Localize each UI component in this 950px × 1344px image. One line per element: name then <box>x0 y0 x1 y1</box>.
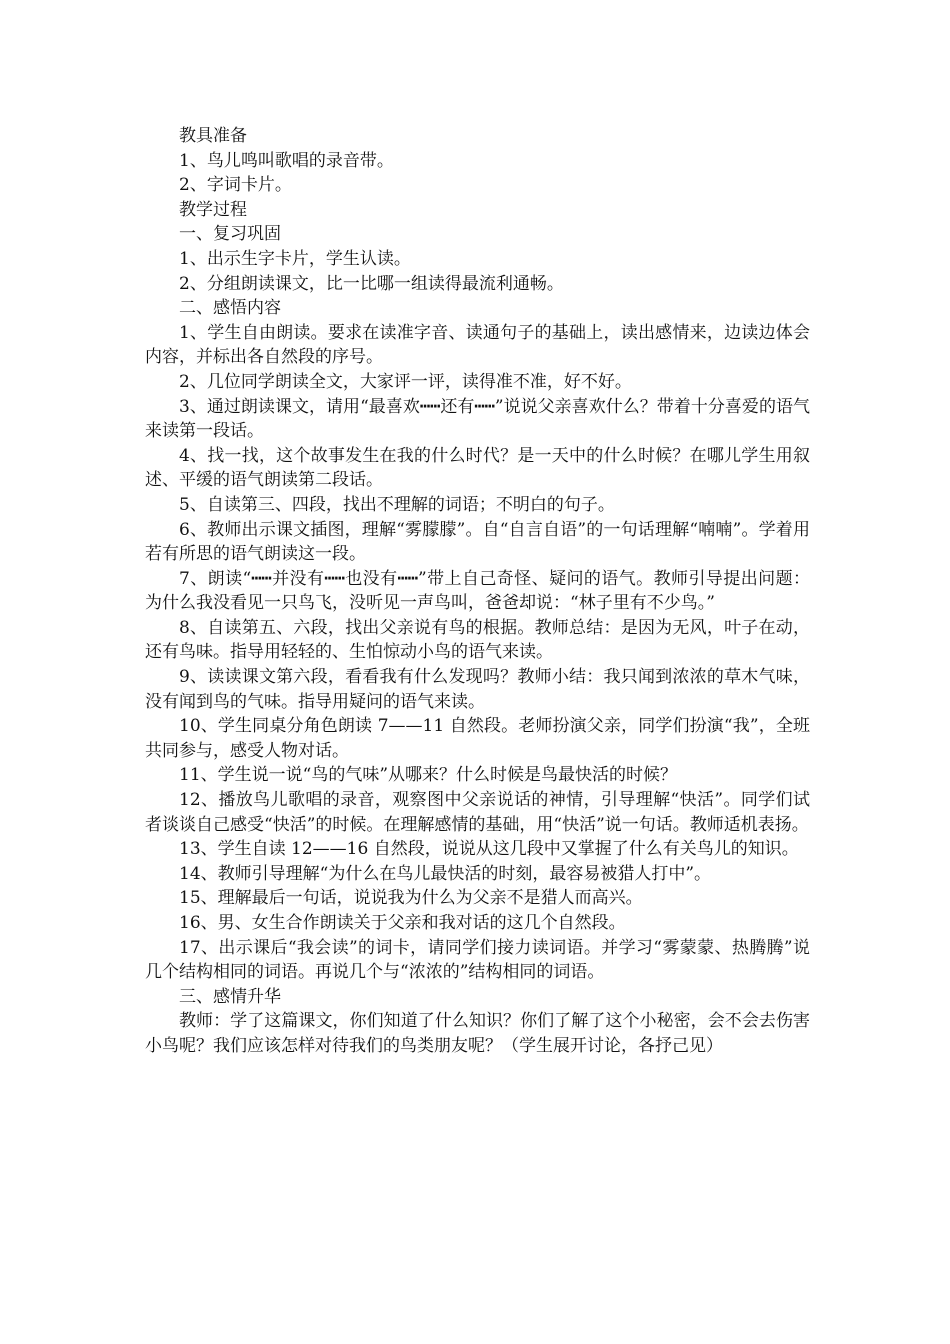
paragraph: 6、教师出示课文插图，理解“雾朦朦”。自“自言自语”的一句话理解“喃喃”。学着用若有所思的语气朗读这一段。 <box>145 519 810 565</box>
paragraph: 15、理解最后一句话，说说我为什么为父亲不是猎人而高兴。 <box>179 888 643 909</box>
paragraph: 1、鸟儿鸣叫歌唱的录音带。 <box>179 150 394 171</box>
paragraph: 11、学生说一说“鸟的气味”从哪来？什么时候是鸟最快活的时候？ <box>179 765 678 786</box>
section-heading-comprehension: 二、感悟内容 <box>179 298 281 319</box>
paragraph: 3、通过朗读课文，请用“最喜欢┅┅还有┅┅”说说父亲喜欢什么？带着十分喜爱的语气来读第一段话。 <box>145 396 810 442</box>
paragraph: 17、出示课后“我会读”的词卡，请同学们接力读词语。并学习“雾蒙蒙、热腾腾”说几个结构相同的词语。再说几个与“浓浓的”结构相同的词语。 <box>145 937 810 983</box>
heading-teaching-aids: 教具准备 <box>179 126 247 146</box>
paragraph: 5、自读第三、四段，找出不理解的词语；不明白的句子。 <box>179 494 615 515</box>
paragraph: 9、读读课文第六段，看看我有什么发现吗？教师小结：我只闻到浓浓的草木气味，没有闻到鸟的气味。指导用疑问的语气来读。 <box>145 667 810 712</box>
paragraph: 16、男、女生合作朗读关于父亲和我对话的这几个自然段。 <box>179 913 626 933</box>
paragraph: 1、学生自由朗读。要求在读准字音、读通句子的基础上，读出感情来，边读边体会内容，并标出各自然段的序号。 <box>145 322 810 368</box>
section-heading-review: 一、复习巩固 <box>179 224 281 245</box>
document-body <box>145 124 810 1059</box>
section-heading-sublimation: 三、感情升华 <box>179 986 281 1007</box>
paragraph: 2、几位同学朗读全文，大家评一评，读得准不准，好不好。 <box>179 371 632 392</box>
paragraph: 教师：学了这篇课文，你们知道了什么知识？你们了解了这个小秘密，会不会去伤害小鸟呢？我们应该怎样对待我们的鸟类朋友呢？（学生展开讨论，各抒己见） <box>145 1011 810 1056</box>
paragraph: 13、学生自读 12——16 自然段，说说从这几段中又掌握了什么有关鸟儿的知识。 <box>179 839 799 860</box>
paragraph: 7、朗读“┅┅并没有┅┅也没有┅┅”带上自己奇怪、疑问的语气。教师引导提出问题：为什么我没看见一只鸟飞，没听见一声鸟叫，爸爸却说：“林子里有不少鸟。” <box>145 568 810 614</box>
paragraph: 8、自读第五、六段，找出父亲说有鸟的根据。教师总结：是因为无风，叶子在动，还有鸟味。指导用轻轻的、生怕惊动小鸟的语气来读。 <box>145 617 810 663</box>
heading-teaching-process: 教学过程 <box>179 199 247 220</box>
paragraph: 1、出示生字卡片，学生认读。 <box>179 248 411 269</box>
paragraph: 2、分组朗读课文，比一比哪一组读得最流利通畅。 <box>179 273 564 294</box>
paragraph: 10、学生同桌分角色朗读 7——11 自然段。老师扮演父亲，同学们扮演“我”，全班共同参与，感受人物对话。 <box>145 716 810 761</box>
paragraph: 2、字词卡片。 <box>179 175 292 196</box>
paragraph: 4、找一找，这个故事发生在我的什么时代？是一天中的什么时候？在哪儿学生用叙述、平缓的语气朗读第二段话。 <box>145 445 810 491</box>
paragraph: 12、播放鸟儿歌唱的录音，观察图中父亲说话的神情，引导理解“快活”。同学们试者谈谈自己感受“快活”的时候。在理解感情的基础，用“快活”说一句话。教师适机表扬。 <box>145 790 810 835</box>
paragraph: 14、教师引导理解“为什么在鸟儿最快活的时刻，最容易被猎人打中”。 <box>179 863 712 884</box>
